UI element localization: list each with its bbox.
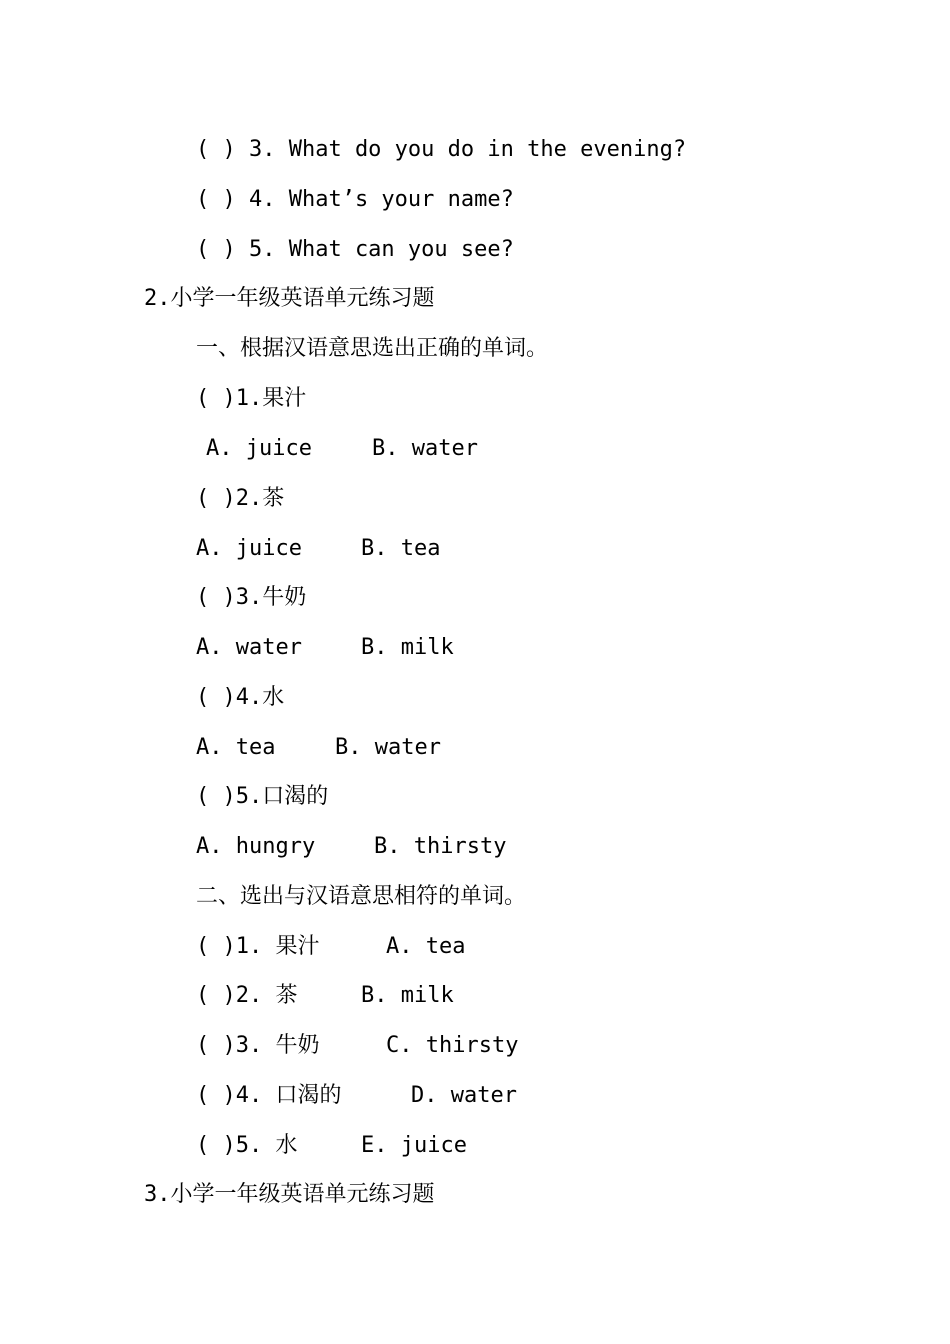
section-heading: [144, 279, 435, 319]
option-a: A. water: [196, 635, 302, 660]
option-b: B. tea: [361, 536, 441, 561]
match-question: ( )3. 牛奶: [196, 1033, 320, 1058]
exercise-instruction: [196, 877, 526, 917]
option-a: A. juice: [206, 436, 312, 461]
matching-line: [196, 1026, 518, 1066]
question-line: [196, 678, 284, 718]
option-b: B. water: [372, 436, 478, 461]
question-text: ( )2.茶: [196, 486, 285, 511]
match-question: ( )1. 果汁: [196, 934, 320, 959]
question-line: [196, 130, 686, 170]
question-line: [196, 479, 284, 519]
match-option: D. water: [411, 1083, 517, 1108]
matching-line: [196, 927, 465, 967]
question-line: [196, 777, 328, 817]
question-line: [196, 230, 514, 270]
question-text: ( )3.牛奶: [196, 585, 307, 610]
exercise-instruction: [196, 329, 548, 369]
matching-line: [196, 1076, 517, 1116]
question-text: ( )1.果汁: [196, 386, 307, 411]
question-text: ( ) 5. What can you see?: [196, 237, 514, 262]
question-text: ( ) 4. What’s your name?: [196, 187, 514, 212]
option-b: B. milk: [361, 635, 454, 660]
match-option: E. juice: [361, 1133, 467, 1158]
section-heading: [144, 1175, 435, 1215]
instruction-text: 一、根据汉语意思选出正确的单词。: [196, 336, 549, 361]
heading-text: 2.小学一年级英语单元练习题: [144, 286, 435, 311]
option-a: A. juice: [196, 536, 302, 561]
options-line: [196, 628, 454, 668]
question-text: ( )5.口渴的: [196, 784, 329, 809]
match-question: ( )5. 水: [196, 1133, 298, 1158]
heading-text: 3.小学一年级英语单元练习题: [144, 1182, 435, 1207]
instruction-text: 二、选出与汉语意思相符的单词。: [196, 884, 527, 909]
question-text: ( ) 3. What do you do in the evening?: [196, 137, 687, 162]
options-line: [196, 728, 441, 768]
match-option: C. thirsty: [386, 1033, 519, 1058]
matching-line: [196, 976, 454, 1016]
match-question: ( )2. 茶: [196, 983, 298, 1008]
options-line: [206, 429, 478, 469]
question-line: [196, 578, 306, 618]
match-option: B. milk: [361, 983, 454, 1008]
options-line: [196, 827, 506, 867]
option-b: B. thirsty: [374, 834, 507, 859]
question-text: ( )4.水: [196, 685, 285, 710]
option-a: A. hungry: [196, 834, 316, 859]
option-a: A. tea: [196, 735, 276, 760]
options-line: [196, 529, 440, 569]
question-line: [196, 379, 306, 419]
option-b: B. water: [335, 735, 441, 760]
question-line: [196, 180, 514, 220]
match-option: A. tea: [386, 934, 466, 959]
match-question: ( )4. 口渴的: [196, 1083, 342, 1108]
matching-line: [196, 1126, 467, 1166]
